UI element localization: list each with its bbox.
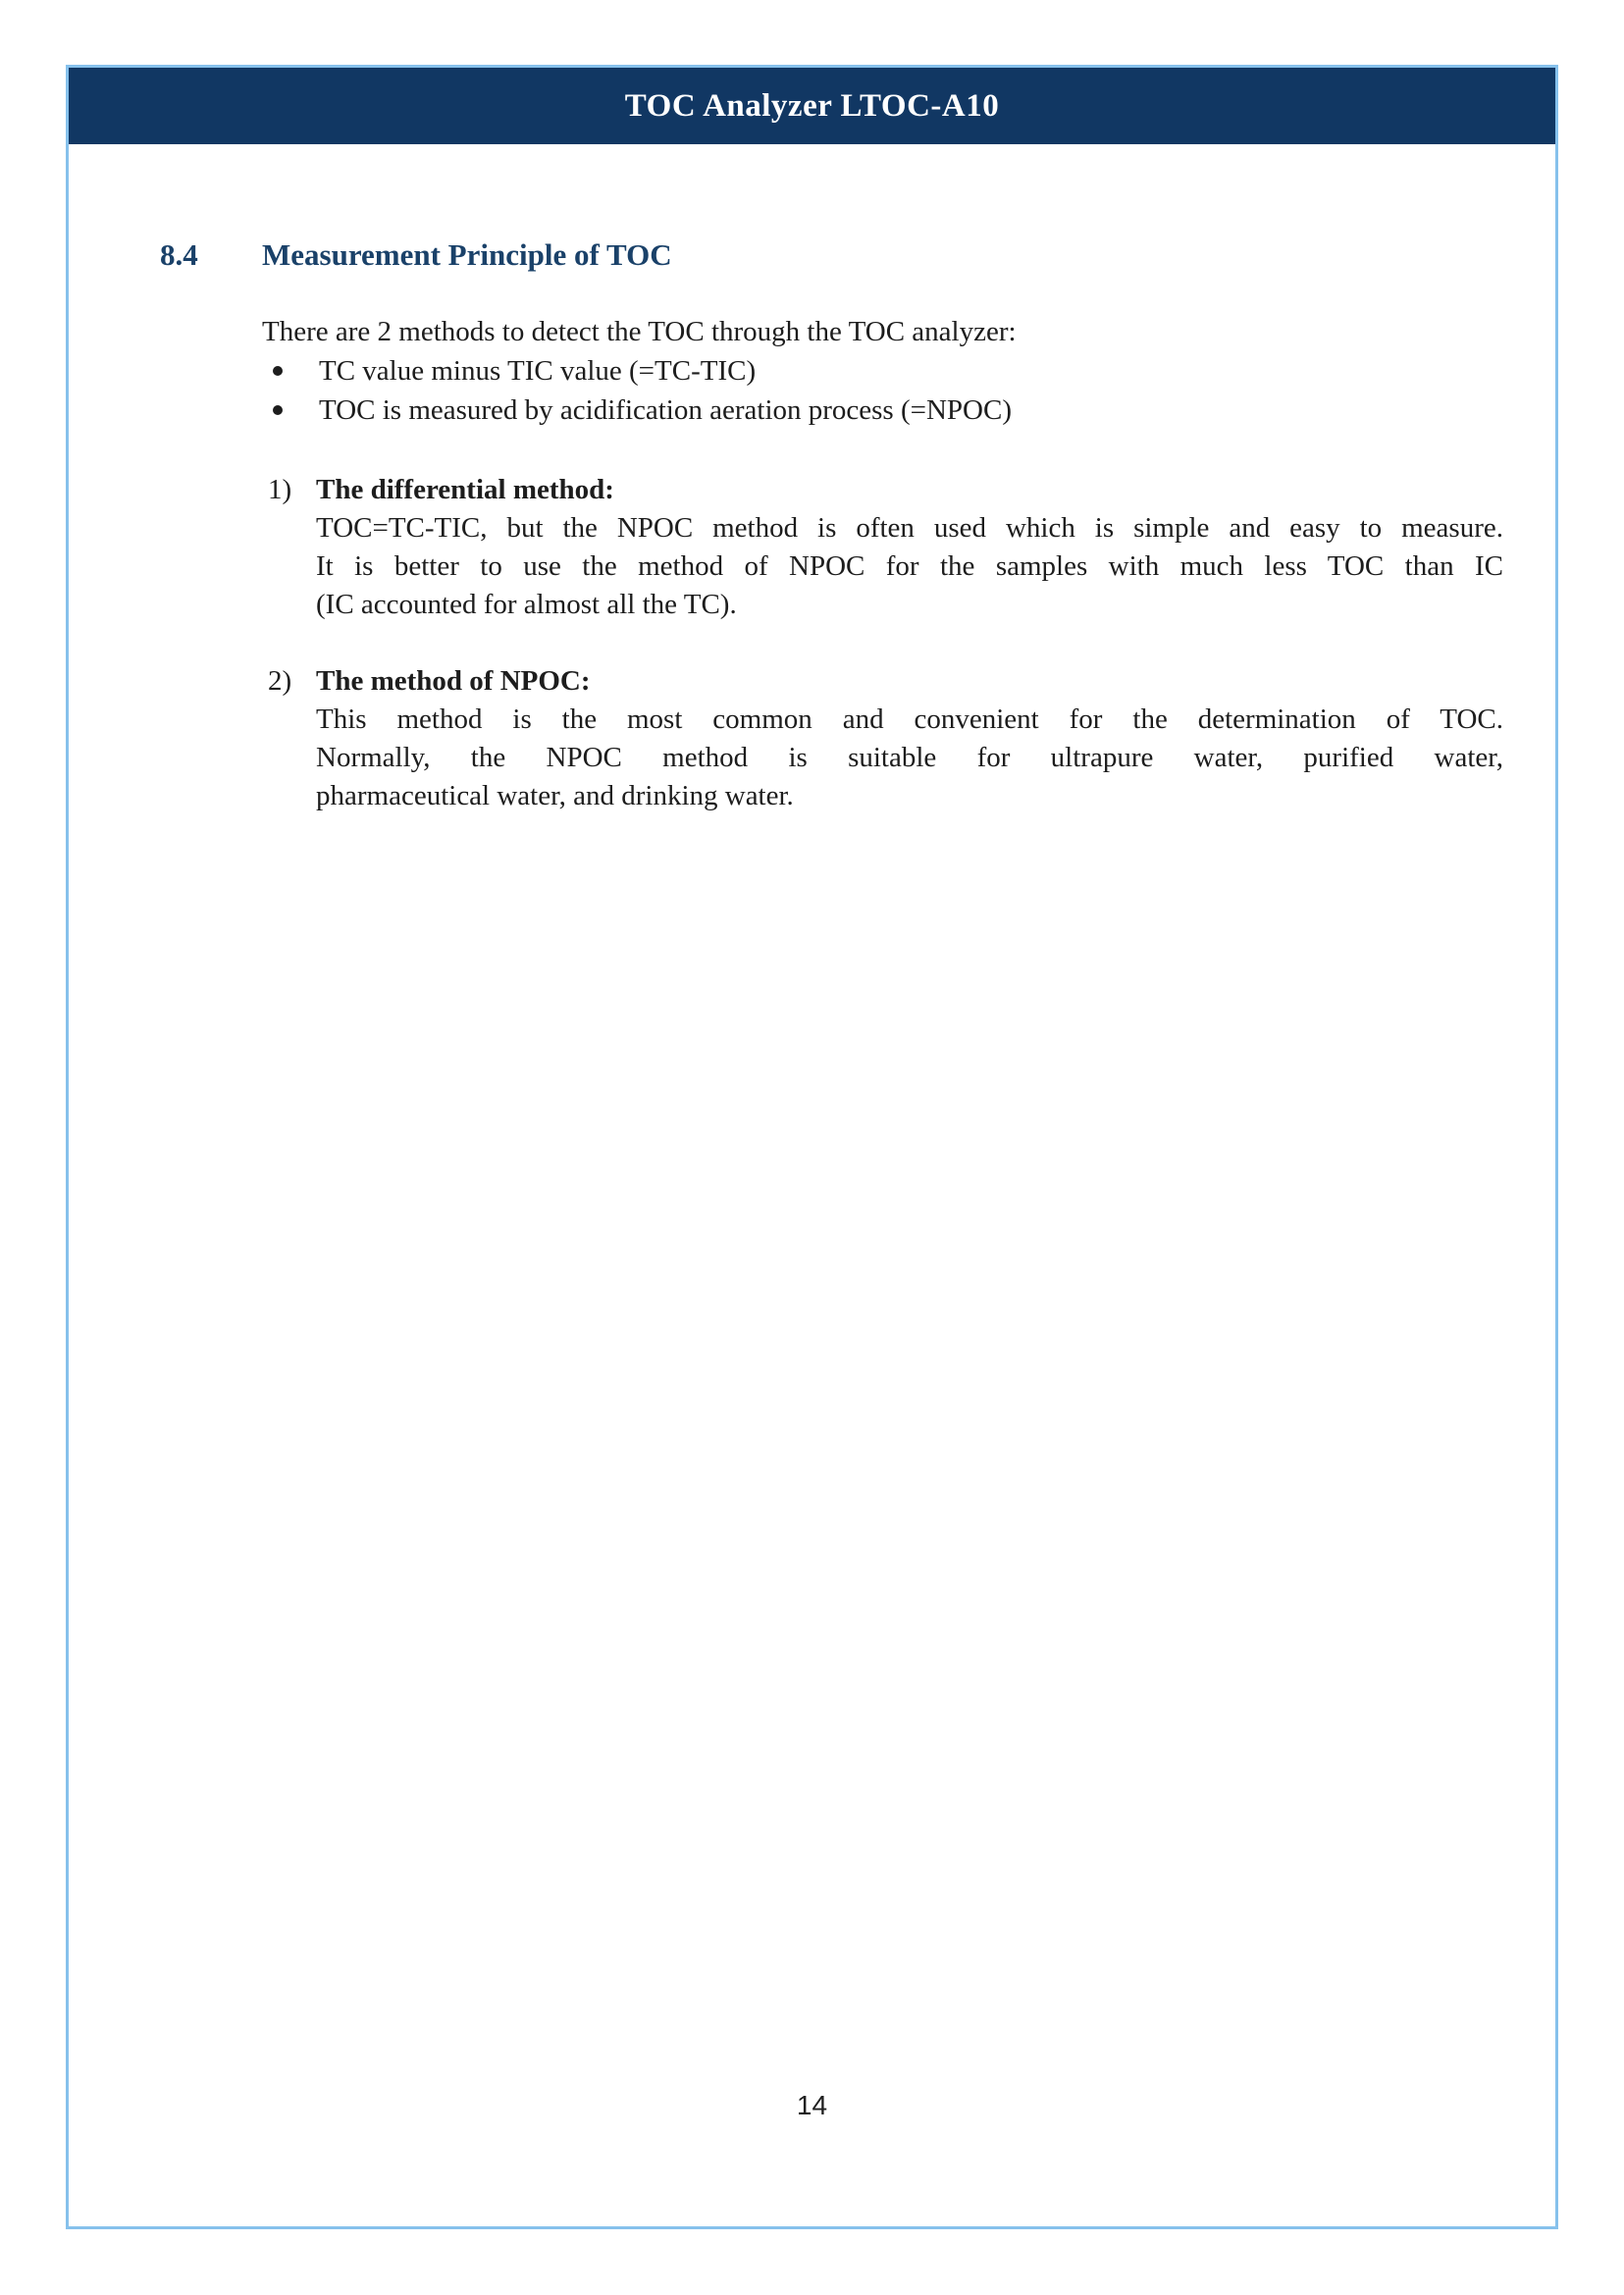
method-line: This method is the most common and convenient for the determination of TOC.	[316, 704, 1503, 735]
method-item-npoc	[69, 662, 1555, 815]
section-heading	[69, 235, 1555, 276]
bullet-item	[69, 351, 1555, 391]
bullet-icon	[273, 405, 283, 415]
document-title: TOC Analyzer LTOC-A10	[624, 87, 1000, 124]
bullet-list	[69, 351, 1555, 430]
method-heading: The method of NPOC:	[316, 665, 591, 697]
bullet-text: TC value minus TIC value (=TC-TIC)	[319, 355, 757, 387]
bullet-icon	[273, 366, 283, 376]
method-item-differential	[69, 471, 1555, 624]
manual-page	[66, 65, 1558, 2229]
bullet-text: TOC is measured by acidification aeration process (=NPOC)	[319, 394, 1012, 426]
method-line: It is better to use the method of NPOC for the samples with much less TOC than IC	[316, 550, 1503, 582]
method-line: Normally, the NPOC method is suitable for ultrapure water, purified water,	[316, 742, 1503, 773]
method-line: TOC=TC-TIC, but the NPOC method is often used which is simple and easy to measure.	[316, 512, 1503, 544]
page-number: 14	[796, 2090, 828, 2120]
bullet-item	[69, 391, 1555, 430]
method-number: 2)	[268, 665, 292, 697]
method-line: (IC accounted for almost all the TC).	[316, 589, 737, 620]
method-line: pharmaceutical water, and drinking water.	[316, 780, 794, 811]
section-number: 8.4	[160, 237, 198, 272]
method-heading: The differential method:	[316, 474, 614, 505]
method-number: 1)	[268, 474, 292, 505]
document-header	[69, 68, 1555, 144]
intro-paragraph: There are 2 methods to detect the TOC through the TOC analyzer:	[262, 316, 1017, 347]
section-title: Measurement Principle of TOC	[262, 237, 672, 272]
